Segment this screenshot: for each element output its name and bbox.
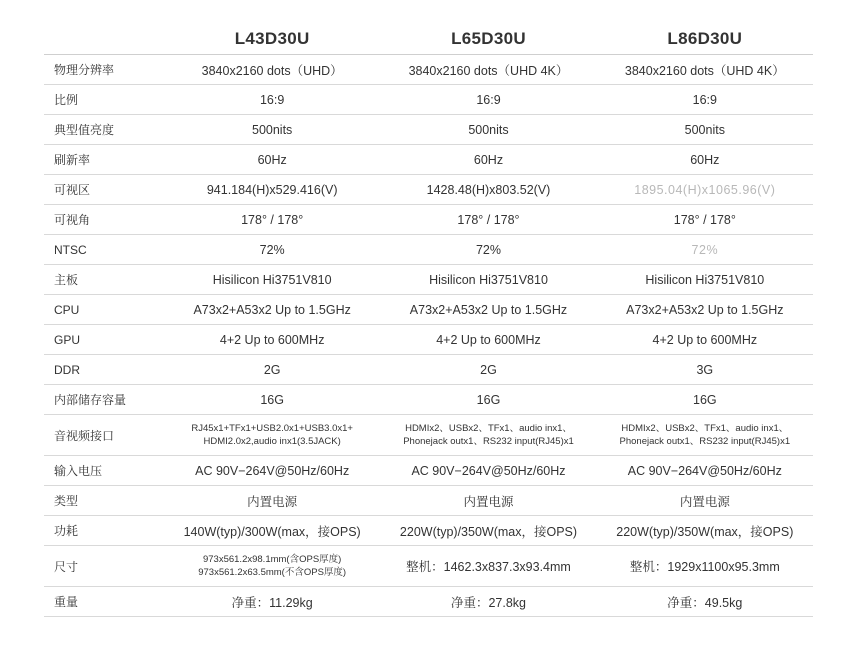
row-label: 主板 — [54, 273, 79, 287]
table-row — [44, 486, 813, 516]
table-cell — [597, 151, 813, 169]
table-cell — [597, 59, 813, 81]
table-row — [44, 546, 813, 587]
row-label: 音视频接口 — [54, 428, 115, 443]
table-row — [44, 355, 813, 385]
table-body — [44, 55, 813, 617]
cell-text: 内置电源 — [463, 494, 514, 509]
cell-text: 3840x2160 dots（UHD 4K） — [408, 63, 569, 78]
row-label: NTSC — [54, 242, 87, 257]
cell-text: 178° / 178° — [457, 212, 520, 227]
cell-text: HDMI2.0x2,audio inx1(3.5JACK) — [203, 436, 341, 447]
table-cell — [380, 490, 596, 512]
table-cell — [380, 520, 596, 542]
cell-text: 16:9 — [692, 92, 717, 107]
table-row — [44, 295, 813, 325]
cell-text: 净重：49.5kg — [667, 595, 743, 610]
table-row — [44, 385, 813, 415]
table-cell — [597, 181, 813, 199]
table-cell — [380, 301, 596, 319]
table-cell — [597, 331, 813, 349]
cell-text: 整机：1929x1100x95.3mm — [629, 560, 780, 574]
cell-text: Phonejack outx1、RS232 input(RJ45)x1 — [403, 436, 574, 447]
cell-text: 净重：11.29kg — [231, 595, 313, 610]
cell-text: 500nits — [684, 122, 725, 137]
table-cell — [597, 91, 813, 109]
cell-text: AC 90V−264V@50Hz/60Hz — [411, 463, 566, 478]
model-header: L43D30U — [234, 29, 310, 48]
table-row — [44, 55, 813, 85]
cell-text: 1428.48(H)x803.52(V) — [426, 182, 551, 197]
table-cell — [597, 391, 813, 409]
table-cell — [380, 391, 596, 409]
cell-text: 3840x2160 dots（UHD 4K） — [624, 63, 785, 78]
table-row — [44, 456, 813, 486]
table-cell — [597, 211, 813, 229]
table-cell — [164, 241, 380, 259]
table-cell — [164, 301, 380, 319]
cell-text: 60Hz — [473, 152, 504, 167]
row-label: 刷新率 — [54, 153, 91, 167]
table-row — [44, 175, 813, 205]
table-cell — [597, 271, 813, 289]
cell-text: RJ45x1+TFx1+USB2.0x1+USB3.0x1+ — [191, 423, 353, 434]
cell-text: 178° / 178° — [241, 212, 304, 227]
row-label: CPU — [54, 302, 80, 317]
cell-text: 60Hz — [690, 152, 720, 167]
cell-text: HDMIx2、USBx2、TFx1、audio inx1、 — [621, 423, 789, 434]
table-cell — [380, 420, 596, 450]
table-row — [44, 516, 813, 546]
cell-text: A73x2+A53x2 Up to 1.5GHz — [409, 302, 568, 317]
cell-text: 4+2 Up to 600MHz — [219, 332, 325, 347]
cell-text: 4+2 Up to 600MHz — [652, 332, 758, 347]
table-header-row — [44, 23, 813, 55]
row-label: 比例 — [54, 93, 79, 107]
cell-text: 16G — [693, 392, 717, 407]
cell-text: 1895.04(H)x1065.96(V) — [634, 182, 776, 197]
row-label: DDR — [54, 362, 80, 377]
table-cell — [380, 361, 596, 379]
spec-comparison-table — [44, 23, 813, 617]
row-label: 可视角 — [54, 213, 91, 227]
header-label-spacer — [44, 23, 164, 54]
cell-text: 72% — [691, 242, 719, 257]
table-cell — [380, 151, 596, 169]
table-row — [44, 415, 813, 456]
table-cell — [164, 490, 380, 512]
cell-text: Phonejack outx1、RS232 input(RJ45)x1 — [619, 436, 791, 447]
table-cell — [164, 591, 380, 613]
table-cell — [597, 241, 813, 259]
cell-text: 220W(typ)/350W(max，接OPS) — [399, 524, 578, 539]
cell-text: 内置电源 — [247, 494, 298, 509]
cell-text: AC 90V−264V@50Hz/60Hz — [627, 463, 782, 478]
table-cell — [164, 181, 380, 199]
model-header: L86D30U — [667, 29, 743, 48]
row-label: 尺寸 — [54, 559, 79, 574]
cell-text: Hisilicon Hi3751V810 — [645, 272, 765, 287]
cell-text: 72% — [475, 242, 501, 257]
table-cell — [380, 121, 596, 139]
table-cell — [164, 121, 380, 139]
table-cell — [164, 391, 380, 409]
table-cell — [380, 91, 596, 109]
cell-text: Hisilicon Hi3751V810 — [429, 272, 548, 287]
table-cell — [164, 331, 380, 349]
table-row — [44, 587, 813, 617]
cell-text: 500nits — [252, 122, 293, 137]
table-cell — [597, 462, 813, 480]
table-row — [44, 205, 813, 235]
table-cell — [380, 271, 596, 289]
table-row — [44, 145, 813, 175]
cell-text: 941.184(H)x529.416(V) — [206, 182, 338, 197]
table-cell — [380, 555, 596, 577]
row-label: 功耗 — [54, 524, 79, 538]
cell-text: A73x2+A53x2 Up to 1.5GHz — [626, 302, 784, 317]
cell-text: 3840x2160 dots（UHD） — [201, 63, 343, 78]
table-cell — [164, 271, 380, 289]
table-cell — [597, 490, 813, 512]
table-cell — [164, 520, 380, 542]
table-cell — [380, 241, 596, 259]
table-cell — [164, 59, 380, 81]
model-header: L65D30U — [451, 29, 526, 48]
table-cell — [597, 121, 813, 139]
cell-text: 500nits — [468, 122, 509, 137]
cell-text: 4+2 Up to 600MHz — [436, 332, 541, 347]
cell-text: 16G — [476, 392, 501, 407]
table-row — [44, 115, 813, 145]
cell-text: 16:9 — [259, 92, 285, 107]
table-cell — [380, 591, 596, 613]
cell-text: HDMIx2、USBx2、TFx1、audio inx1、 — [405, 423, 572, 434]
cell-text: 2G — [480, 362, 497, 377]
cell-text: 3G — [696, 362, 714, 377]
table-cell — [597, 301, 813, 319]
table-cell — [380, 331, 596, 349]
table-cell — [380, 181, 596, 199]
cell-text: 140W(typ)/300W(max，接OPS) — [183, 524, 361, 539]
cell-text: 内置电源 — [679, 494, 730, 509]
table-cell — [597, 361, 813, 379]
table-cell — [164, 211, 380, 229]
cell-text: 16G — [260, 392, 284, 407]
cell-text: 60Hz — [257, 152, 287, 167]
cell-text: 净重：27.8kg — [450, 595, 526, 610]
table-row — [44, 235, 813, 265]
row-label: 可视区 — [54, 183, 91, 197]
cell-text: 16:9 — [476, 92, 501, 107]
cell-text: 973x561.2x98.1mm(含OPS厚度) — [202, 554, 342, 565]
cell-text: 2G — [263, 362, 281, 377]
table-cell — [164, 420, 380, 450]
table-row — [44, 85, 813, 115]
table-cell — [380, 59, 596, 81]
cell-text: A73x2+A53x2 Up to 1.5GHz — [193, 302, 351, 317]
cell-text: 72% — [259, 242, 285, 257]
row-label: 典型值亮度 — [54, 123, 115, 137]
cell-text: 整机：1462.3x837.3x93.4mm — [406, 560, 571, 574]
row-label: 重量 — [54, 595, 79, 609]
table-row — [44, 265, 813, 295]
table-cell — [380, 211, 596, 229]
cell-text: AC 90V−264V@50Hz/60Hz — [195, 463, 350, 478]
row-label: 类型 — [54, 494, 79, 508]
table-cell — [164, 462, 380, 480]
table-cell — [597, 520, 813, 542]
table-cell — [164, 551, 380, 581]
cell-text: Hisilicon Hi3751V810 — [212, 272, 332, 287]
table-cell — [597, 591, 813, 613]
table-cell — [164, 361, 380, 379]
row-label: 物理分辨率 — [54, 63, 115, 77]
table-cell — [597, 555, 813, 577]
row-label: 输入电压 — [54, 464, 103, 478]
table-cell — [164, 91, 380, 109]
table-cell — [597, 420, 813, 450]
table-row — [44, 325, 813, 355]
table-cell — [164, 151, 380, 169]
cell-text: 973x561.2x63.5mm(不含OPS厚度) — [198, 567, 347, 578]
cell-text: 220W(typ)/350W(max，接OPS) — [616, 524, 794, 539]
cell-text: 178° / 178° — [673, 212, 736, 227]
row-label: GPU — [54, 332, 81, 347]
table-cell — [380, 462, 596, 480]
row-label: 内部储存容量 — [54, 393, 127, 407]
